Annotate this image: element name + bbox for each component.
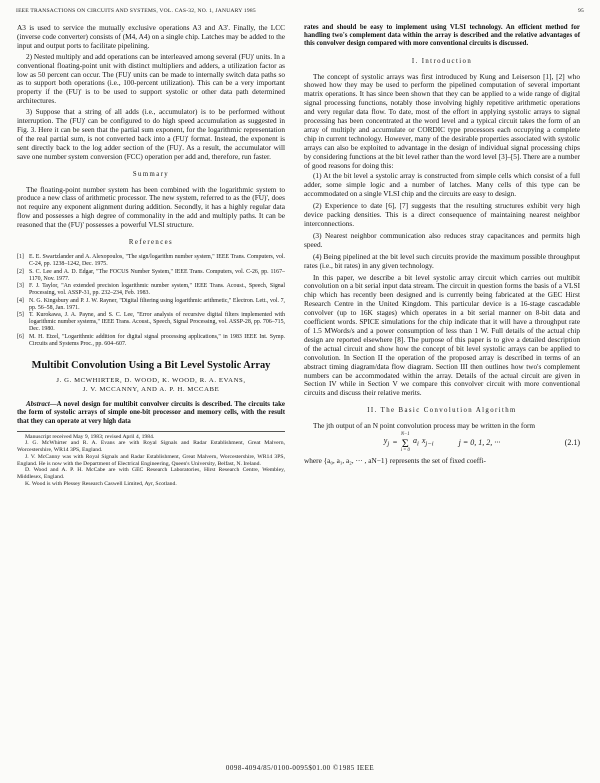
footnote: Manuscript received May 9, 1983; revised April 4, 1984.: [25, 433, 155, 440]
item-paragraph: 3) Suppose that a string of all adds (i.e., accumulator) is to be performed without interruption. The (FU)' can be configured to do high speed accumulation as suggested in Fig. 3. Here it can be seen that the partial sum exponent, for the logarithmic representation of the real partial sum, is not converted back into a (FU)' format. Instead, the exponent is sent directly back to the log adder section of the (FU)'. As a result, the accumulator will save one number system conversion (FCC) operation per add and, therefore, run faster.: [17, 107, 285, 161]
reference-item: [17, 254, 285, 268]
abstract-continued: rates and should be easy to implement using VLSI technology. An efficient method for handling two's complement data within the array is described and the relative advantages of this convolver design compared with more conventional circuits is discussed.: [304, 24, 580, 48]
reference-list: [17, 254, 285, 348]
sum-upper-limit: N−1: [400, 432, 410, 438]
algorithm-heading: II. The Basic Convolution Algorithm: [367, 407, 517, 415]
reference-text: T. Kurokawa, J. A. Payne, and S. C. Lee, "Error analysis of recursive digital filters implemented with logarithmic number systems," IEEE Trans. Acoust., Speech, Signal Processing, vol. ASSP-28, pp. 706–715, Dec. 1980.: [29, 312, 285, 333]
references-heading: References: [128, 239, 174, 247]
equation-number: (2.1): [564, 437, 580, 447]
summation-symbol: [401, 432, 410, 454]
summary-heading: Summary: [132, 170, 170, 178]
paper-overview-paragraph: In this paper, we describe a bit level systolic array circuit which carries out multibit convolution on a bit serial input data stream. The circuit in question forms the basis of a VLSI chip which has recently been designed and is currently being fabricated at the GEC Hirst Research Centre in the United Kingdom. This particular device is a 16-stage cascadable convolver (up to 16K stages) which operates in a bit serial manner on 8-bit data and coefficient words. SPICE simulations for the chip indicate that it will have a throughput rate of 1.5 MWords/s and a power consumption of less than 1 W. Full details of the actual chip design are reported elsewhere [8]. The purpose of this paper is to give a detailed description of the actual circuit and show how the concept of bit level systolic arrays can be applied to convolution. In Section II the operation of the proposed array is described in terms of an abstract timing diagram/data flow diagram. Section III then outlines how two's complement numbers can be accommodated within the array. Details of the actual circuit are given in Section IV while in Section V we compare this convolver circuit with more conventional circuits and discuss their relative merits.: [304, 272, 580, 398]
left-column: [17, 24, 285, 487]
equation-body: [384, 432, 500, 454]
reference-text: N. G. Kingsbury and P. J. W. Rayner, "Digital filtering using logarithmic arithmetic," Electron. Lett., vol. 7, pp. 56–58, Jan. 1971.: [29, 297, 285, 311]
reference-text: M. H. Etzel, "Logarithmic addition for digital signal processing applications," in 1983 IEEE Int. Symp. Circuits and Systems Proc., pp. 604–607.: [29, 333, 285, 348]
reference-item: [17, 334, 285, 348]
authors-line-1: J. G. MCWHIRTER, D. WOOD, K. WOOD, R. A. EVANS,: [56, 377, 246, 385]
copyright-footer: 0098-4094/85/0100-0095$01.00 ©1985 IEEE: [225, 764, 375, 772]
journal-title: IEEE TRANSACTIONS ON CIRCUITS AND SYSTEMS, VOL. CAS-32, NO. 1, JANUARY 1985: [16, 8, 256, 14]
footnote: J. G. McWhirter and R. A. Evans are with Royal Signals and Radar Establishment, Great Malvern, Worcestershire, WR14 3PS, England.: [17, 440, 285, 454]
page-number: 95: [578, 8, 584, 14]
item-paragraph: 2) Nested multiply and add operations can be interleaved among several (FU)' units. In a conventional floating-point unit with distinct multipliers and adders, a utilization factor as low as 50 percent can occur. The (FU)' units can be made to internally switch data paths so as to support both operations (i.e., 100-percent utilization). This can be a very important property if the (FU)' is to be used to support systolic or other data path determined architectures.: [17, 51, 285, 106]
equation-2-1: [304, 433, 580, 453]
coefficient-term: $a_i$: [412, 435, 419, 448]
summary-paragraph: The floating-point number system has been combined with the logarithmic system to produce a new class of arithmetic processor. The new system, referred to as the (FU)', does not require any exponent alignment during addition. Secondly, it has a highly regular data flow and possesses a high degree of commonality in the add and multiply paths. It can be reasoned that the (FU)' possesses a powerful VLSI structure.: [17, 184, 285, 230]
intro-paragraph: The concept of systolic arrays was first introduced by Kung and Leiserson [1], [2] who showed how they may be used to perform the pipelined computation of several important matrix operations. It has since been shown that they can be applied to a wide range of digital signal processing functions, notably those involving highly repetitive arithmetic operations and very regular data flow. To date, most of the effort in applying systolic arrays to signal processing has been concentrated at the word level and a typical circuit takes the form of an array of multiply and accumulate or CORDIC type processors each occupying a complete chip in current technology. However, many of the desirable properties associated with systolic arrays can also be exploited to advantage in the design of individual signal processing chips by considering functions at the bit level rather than the word level [3]–[5]. There are a number of good reasons for doing this:: [304, 71, 580, 170]
footnotes: [17, 431, 285, 488]
algorithm-paragraph: The jth output of an N point convolution process may be written in the form: [313, 421, 536, 431]
reference-text: S. C. Lee and A. D. Edgar, "The FOCUS Number System," IEEE Trans. Computers, vol. C-26, pp. 1167–1170, Nov. 1977.: [29, 268, 285, 282]
sigma-glyph: Σ: [401, 436, 409, 451]
equation-range: j = 0, 1, 2, ···: [458, 437, 501, 447]
right-column: [304, 24, 580, 468]
data-term: $x_{j-i}$: [421, 435, 434, 448]
reference-number: [1]: [17, 253, 24, 260]
article-title: Multibit Convolution Using a Bit Level Systolic Array: [31, 360, 271, 372]
footnote: D. Wood and A. P. H. McCabe are with GEC Research Laboratories, Hirst Research Centre, Wembley, Middlesex, England.: [17, 467, 285, 480]
advantage-item: (1) At the bit level a systolic array is constructed from simple cells which consist of a full adder, some simple logic and a number of latches. Many cells of this type can be accommodated on a single VLSI chip and the circuits are easy to design.: [304, 171, 580, 199]
reference-text: E. E. Swartzlander and A. Alexopoulos, "The sign/logarithm number system," IEEE Trans. Computers, vol. C-24, pp. 1238–1242, Dec. 1975.: [29, 253, 285, 268]
advantages-list: [304, 172, 580, 270]
continued-paragraph: A3 is used to service the mutually exclusive operations A3 and A3'. Finally, the LCC (inverse code converter) consists of (M4, A4) on a single chip. Latches may be added to the input and output ports to facilitate pipelining.: [17, 23, 285, 50]
advantage-item: (3) Nearest neighbor communication also reduces stray capacitances and permits high speed.: [304, 230, 580, 249]
introduction-heading: I. Introduction: [411, 57, 473, 65]
sum-lower-limit: i = 0: [400, 448, 410, 454]
advantage-item: (2) Experience to date [6], [7] suggests that the resulting structures exhibit very high device packing densities. This is a direct consequence of maintaining nearest neighbor interconnections.: [304, 201, 580, 229]
reference-text: F. J. Taylor, "An extended precision logarithmic number system," IEEE Trans. Acoust., Speech, Signal Processing, vol. ASSP-31, pp. 232–234, Feb. 1983.: [29, 283, 285, 297]
reference-item: [17, 312, 285, 333]
running-head: [16, 8, 584, 14]
abstract: [17, 401, 285, 426]
abstract-lead: Abstract: [26, 401, 50, 409]
footnote: J. V. McCanny was with Royal Signals and Radar Establishment, Great Malvern, Worcestershire, WR14 3PS, England. He is now with the Department of Electrical Engineering, Queen's University, Belfast, N. Ireland.: [17, 453, 285, 467]
footnote: K. Wood is with Plessey Research Caswell Limited, Ayr, Scotland.: [25, 480, 177, 487]
reference-number: [3]: [17, 283, 24, 290]
reference-item: [17, 269, 285, 283]
reference-number: [4]: [17, 297, 24, 304]
equation-lhs: $y_j$: [383, 435, 390, 448]
reference-number: [6]: [17, 333, 24, 340]
reference-number: [5]: [17, 312, 24, 319]
author-list: [17, 376, 285, 394]
advantage-item: (4) Being pipelined at the bit level such circuits provide the maximum possible throughput rates (i.e., bit rates) in any given technology.: [304, 251, 580, 270]
where-clause: where {a₀, a₁, a₂, ··· , aN−1} represents the set of fixed coeffi-: [304, 456, 486, 466]
authors-line-2: J. V. MCCANNY, AND A. P. H. MCCABE: [82, 386, 220, 394]
equation-equals: =: [392, 437, 398, 447]
reference-item: [17, 283, 285, 297]
reference-number: [2]: [17, 268, 24, 275]
reference-item: [17, 298, 285, 312]
abstract-text: —A novel design for multibit convolver circuits is described. The circuits take the form of systolic arrays of simple one-bit processor and memory cells, with the result that they can operate at very high data: [17, 401, 285, 425]
